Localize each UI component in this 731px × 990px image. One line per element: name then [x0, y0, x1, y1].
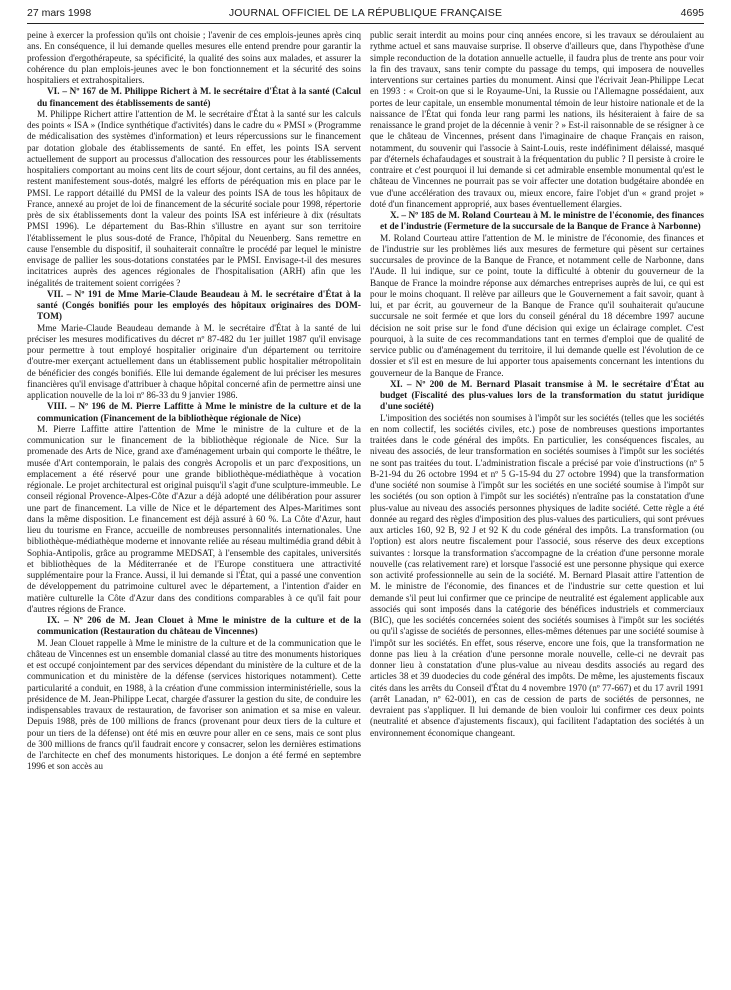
paragraph: M. Roland Courteau attire l'attention de M. le ministre de l'économie, des finances et de l'industrie sur les problèmes liés aux mesures de fermeture qui pèsent sur certaines succursales de province de la Banque de France, et notamment celle de Narbonne, dans l'Aude. Il lui indique, sur ce point, toute la difficulté à obtenir du gouverneur de la Banque de France la moindre réponse aux démarches entreprises auprès de lui, ce qui est pour le moins choquant. Il relève par ailleurs que le Gouvernement a fait savoir, quant à lui, et par écrit, au gouverneur de la Banque de France qu'il souhaiterait qu'aucune succursale ne soit fermée et que lors du conseil général du 18 décembre 1997 aucune décision ne soit prise sur le fond d'une décision qui exige un éclairage complet. C'est pourquoi, à la suite de ces recommandations tant en termes d'emploi que de qualité de service public ou d'aménagement du territoire, il lui demande quelle est l'évolution de ce dossier et s'il est en mesure de lui apporter tous apaisements concernant les intentions du gouverneur de la Banque de France.: [370, 233, 704, 379]
paragraph: M. Pierre Laffitte attire l'attention de Mme le ministre de la culture et de la communication sur le financement de la bibliothèque régionale de Nice. Sur la promenade des Arts de Nice, grand axe d'aménagement urbain qui comporte le théâtre, le musée d'Art contemporain, le palais des congrès Acropolis et un parc d'expositions, un emplacement a été réservé pour une grande bibliothèque-médiathèque à vocation régionale. Le projet architectural est original puisqu'il s'agit d'une sculpture-immeuble. Le conseil régional Provence-Alpes-Côte d'Azur a déjà adopté une délibération pour assurer une part de financement. La ville de Nice et le département des Alpes-Maritimes sont dans la même disposition. Le financement est déjà assuré à 60 %. La Côte d'Azur, haut lieu du tourisme en France, accueille de nombreuses personnalités internationales. Une bibliothèque-médiathèque moderne et innovante reliée au réseau multimédia grand débit à Sophia-Antipolis, grâce au programme MEDSAT, à l'ensemble des capitales, universités et bibliothèques de la Méditerranée et de l'Europe constituera une attractivité supplémentaire pour la France. Aussi, il lui demande si l'État, qui a passé une convention de développement du patrimoine culturel avec le département, a l'intention d'aider en matière culturelle la Côte d'Azur dans des conditions comparables à ce qu'il fait pour d'autres régions de France.: [27, 424, 361, 615]
question-heading: IX. – Nº 206 de M. Jean Clouet à Mme le ministre de la culture et de la communication (Restauration du château de Vincennes): [37, 616, 361, 638]
paragraph: M. Jean Clouet rappelle à Mme le ministre de la culture et de la communication que le château de Vincennes est un ensemble domanial classé au titre des monuments historiques et est occupé conjointement par des services dépendant du ministère de la culture et de la communication et du ministère de la défense (services historiques notamment). Cette particularité a conduit, en 1988, à la création d'une commission interministérielle, sous la présidence de M. Jean-Philippe Lecat, chargée d'assurer la gestion du site, de conduire les indispensables travaux de restauration, de favoriser son animation et sa mise en valeur. Depuis 1988, près de 100 millions de francs (provenant pour deux tiers de la culture et pour un tiers de la défense) ont été mis en œuvre pour aller en ce sens, mais ce sont plus de 300 millions de francs qu'il faudrait encore y consacrer, selon les dernières estimations de l'architecte en chef des monuments historiques. Le donjon a été fermé en septembre 1996 et son accès au: [27, 638, 361, 773]
paragraph: peine à exercer la profession qu'ils ont choisie ; l'avenir de ces emplois-jeunes après cinq ans. En conséquence, il lui demande quelles mesures elle entend prendre pour garantir la profession d'ergothérapeute, sa spécificité, la qualité des soins aux malades, et assurer la cohérence du plan emplois-jeunes avec le bon fonctionnement et la sécurité des soins hospitaliers et extrahospitaliers.: [27, 31, 361, 86]
paragraph: M. Philippe Richert attire l'attention de M. le secrétaire d'État à la santé sur les calculs des points « ISA » (Indice synthétique d'activités) dans le cadre du « PMSI » (Programme de médicalisation des systèmes d'information) et leurs répercussions sur le financement par dotation globale des établissements de santé. En effet, les points ISA servent actuellement de support au processus d'allocation des ressources pour les établissements hospitaliers comportant au moins cent lits de court séjour, dont certains, au fil des années, restent manifestement sous-dotés, malgré les efforts de péréquation mis en place par le PMSI. Le rapport détaillé du PMSI de la valeur des points ISA de tous les hôpitaux de France, annexé au projet de loi de financement de la sécurité sociale pour 1998, répertorie près de six établissements dont la valeur des points ISA est inférieure à dix (résultats PMSI 1996). Le département du Bas-Rhin s'illustre en ayant sur son territoire l'établissement le plus sous-doté de France, l'hôpital du Neuenberg. Sans remettre en cause l'ensemble du dispositif, il souhaiterait connaître le procédé par lequel le ministre envisage de pallier les sous-dotations constatées par le PMSI. Envisage-t-il des mesures incitatrices auprès des agences régionales de l'hospitalisation (ARH) afin que les inégalités de traitement soient corrigées ?: [27, 109, 361, 289]
page-header: [27, 7, 704, 23]
right-column: [370, 31, 704, 740]
header-date: 27 mars 1998: [27, 7, 92, 19]
question-heading: X. – Nº 185 de M. Roland Courteau à M. le ministre de l'économie, des finances et de l'industrie (Fermeture de la succursale de la Banque de France à Narbonne): [380, 211, 704, 233]
journal-title: JOURNAL OFFICIEL DE LA RÉPUBLIQUE FRANÇAISE: [228, 7, 503, 19]
paragraph: Mme Marie-Claude Beaudeau demande à M. le secrétaire d'État à la santé de lui préciser les mesures modificatives du décret nº 87-482 du 1er juillet 1987 qu'il envisage pour permettre à tout employé hospitalier originaire d'un département ou territoire d'outre-mer exerçant actuellement dans un établissement public hospitalier métropolitain de bénéficier des congés bonifiés. Elle lui demande également de lui préciser les mesures financières qu'il envisage d'attribuer à chaque hôpital concerné afin de permettre ainsi une application nouvelle de la loi nº 86-33 du 9 janvier 1986.: [27, 323, 361, 401]
question-heading: VII. – Nº 191 de Mme Marie-Claude Beaudeau à M. le secrétaire d'État à la santé (Congés bonifiés pour les employés des hôpitaux originaires des DOM-TOM): [37, 289, 361, 323]
question-heading: VI. – Nº 167 de M. Philippe Richert à M. le secrétaire d'État à la santé (Calcul du financement des établissements de santé): [37, 87, 361, 109]
paragraph: L'imposition des sociétés non soumises à l'impôt sur les sociétés (telles que les sociétés en nom collectif, les sociétés civiles, etc.) pose de nombreuses questions importantes traitées dans le code général des impôts. En particulier, les conséquences fiscales, au niveau des associés, de leur transformation en sociétés soumises à l'impôt sur les sociétés ne sont pas traitées du tout. L'administration fiscale a précisé par voie d'instructions (nº 5 B-21-94 du 26 octobre 1994 et nº 5 G-15-94 du 27 octobre 1994) que la transformation d'une société non soumise à l'impôt sur les sociétés en une société soumise à l'impôt sur les sociétés (ou son option à l'impôt sur les sociétés) n'entraîne pas la constatation d'une plus-value au niveau des associés personnes physiques de ladite société. Cette règle a été donnée au regard des règles d'imposition des plus-values des particuliers, qui sont prévues aux articles 160, 92 B, 92 J et 92 K du code général des impôts. La transformation (ou l'option) est alors neutre fiscalement pour l'associé, sous réserve des deux exceptions suivantes : lorsque la transformation s'accompagne de la création d'une personne morale nouvelle (cas relativement rare) et lorsque l'associé est une personne physique qui exerce son activité professionnelle au sein de la société. M. Bernard Plasait attire l'attention de M. le ministre de l'économie, des finances et de l'industrie sur cette question et lui demande s'il peut lui confirmer que ce principe de neutralité est également applicable aux associés qui sont imposés dans la catégorie des bénéfices industriels et commerciaux (BIC), que les sociétés concernées soient des sociétés soumises à l'impôt sur les sociétés ou qu'il s'agisse de sociétés de personnes, elles-mêmes détenues par une société soumise à l'impôt sur les sociétés. En effet, sous réserve, encore une fois, que la transformation ne donne pas lieu à la création d'une personne morale nouvelle, celle-ci ne devrait pas donner lieu à constatation d'une plus-value au niveau desdits associés au regard des articles 38 et 39 duodecies du code général des impôts. De même, les ajustements fiscaux cités dans les arrêts du Conseil d'État du 4 novembre 1970 (nº 77-667) et du 17 avril 1991 (arrêt Lanadan, nº 62-001), en cas de cession de parts de sociétés de personnes, ne devraient pas s'appliquer. Il lui demande de bien vouloir lui confirmer ces deux points (neutralité et absence d'ajustements fiscaux), qui facilitent l'adaptation des sociétés à un environnement économique changeant.: [370, 413, 704, 739]
header-rule: [27, 23, 704, 24]
question-heading: XI. – Nº 200 de M. Bernard Plasait transmise à M. le secrétaire d'État au budget (Fiscalité des plus-values lors de la transformation du statut juridique d'une société): [380, 379, 704, 413]
question-heading: VIII. – Nº 196 de M. Pierre Laffitte à Mme le ministre de la culture et de la communication (Financement de la bibliothèque régionale de Nice): [37, 402, 361, 424]
page-number: 4695: [680, 7, 704, 19]
left-column: [27, 31, 361, 774]
paragraph: public serait interdit au moins pour cinq années encore, si les travaux se déroulaient au rythme actuel et sans mauvaise surprise. Il observe d'ailleurs que, dans l'hypothèse d'une simple reconduction de la dotation annuelle actuelle, il faudra plus de trente ans pour voir la fin des travaux, sans tenir compte du passage du temps, qui imposera de nouvelles interventions sur certaines parties du monument. Ainsi que l'écrivait Jean-Philippe Lecat en 1993 : « Croit-on que si le Royaume-Uni, la Russie ou l'Allemagne possédaient, aux portes de leur capitale, un ensemble monumental témoin de leur histoire nationale et de la naissance de l'État qui fonda leur rang parmi les nations, ils hésiteraient à faire de sa renaissance le grand projet de la décennie à venir ? » Est-il raisonnable de se résigner à ce que le château de Vincennes, présent dans l'imaginaire de chaque Français en raison, notamment, du souvenir qui l'associe à Saint-Louis, reste indéfiniment délaissé, masqué par d'éternels échafaudages et soustrait à la fréquentation du public ? Il persiste à croire le contraire et c'est pourquoi il lui demande si cet admirable ensemble monumental qu'est le château de Vincennes ne pourrait pas se voir affecter une dotation budgétaire abondée en vue d'une accélération des travaux ou, mieux encore, faire l'objet d'un « grand projet » doté d'un financement approprié, aux bases éventuellement élargies.: [370, 31, 704, 210]
